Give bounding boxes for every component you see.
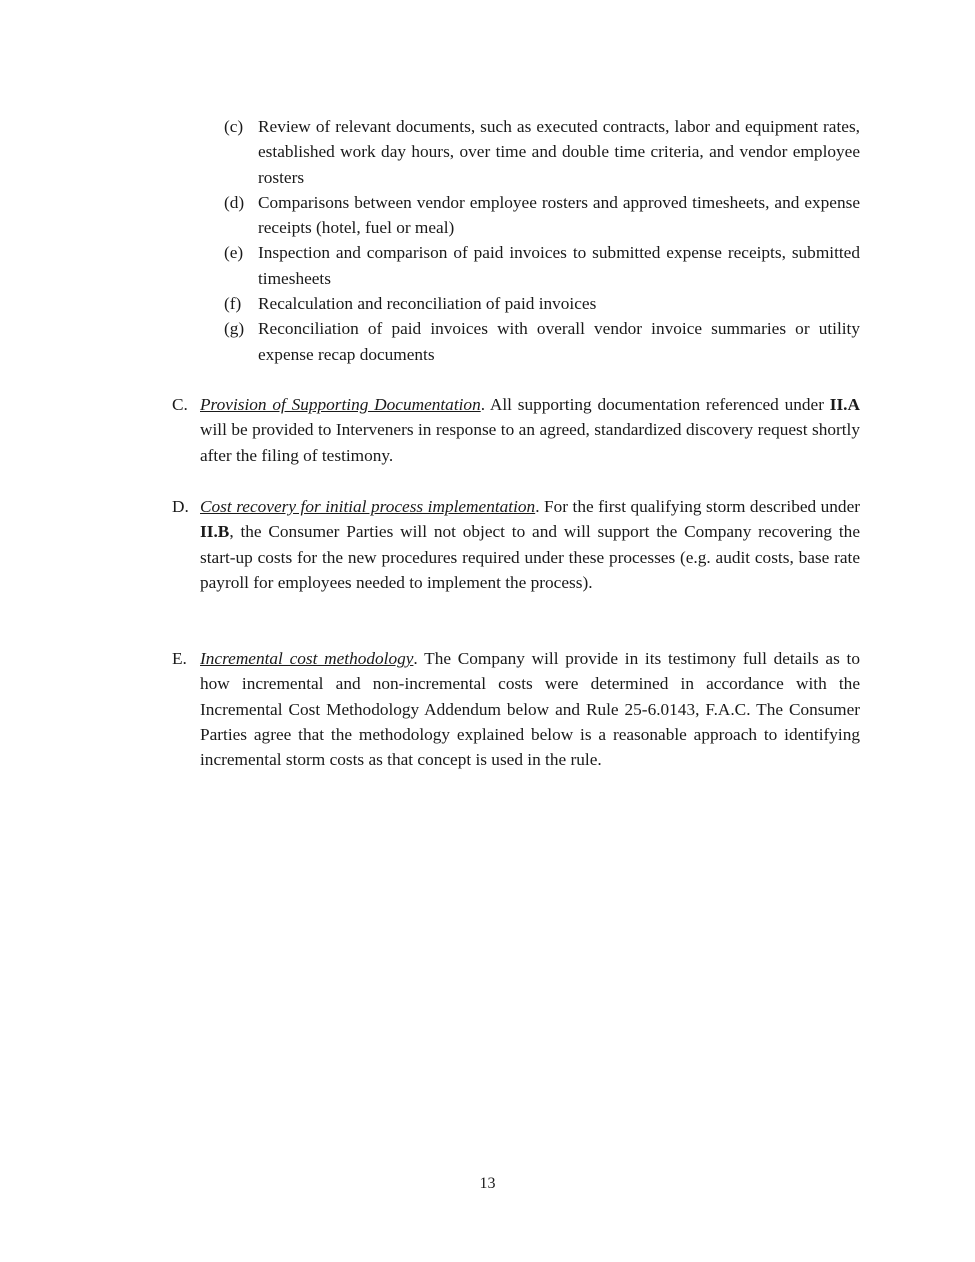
list-item xyxy=(224,190,860,241)
section-c-supporting-documentation xyxy=(172,392,860,468)
section-body xyxy=(200,646,860,772)
review-procedures-list xyxy=(224,114,860,367)
section-text: . The Company will provide in its testimony full details as to how incremental and non-incremental costs were determined in accordance with the Incremental Cost Methodology Addendum below and Rule 25-6.0143, F.A.C. The Consumer Parties agree that the methodology explained below is a reasonable approach to identifying incremental storm costs as that concept is used in the rule. xyxy=(200,649,860,770)
list-item-text: Comparisons between vendor employee rosters and approved timesheets, and expense receipts (hotel, fuel or meal) xyxy=(258,192,860,238)
list-item-text: Review of relevant documents, such as executed contracts, labor and equipment rates, established work day hours, over time and double time criteria, and vendor employee rosters xyxy=(258,117,860,187)
section-text: will be provided to Interveners in response to an agreed, standardized discovery request shortly after the filing of testimony. xyxy=(200,420,860,465)
list-item-text: Recalculation and reconciliation of paid invoices xyxy=(258,294,597,314)
section-reference: II.A xyxy=(829,395,860,414)
page-number: 13 xyxy=(479,1175,496,1192)
list-item xyxy=(224,240,860,291)
section-text: . All supporting documentation referenced under xyxy=(480,395,830,414)
section-heading: Cost recovery for initial process implementation xyxy=(200,497,536,516)
section-reference: II.B xyxy=(200,522,230,542)
list-item-text: Inspection and comparison of paid invoices to submitted expense receipts, submitted timesheets xyxy=(258,243,860,288)
section-body xyxy=(200,494,860,595)
list-item-marker: (e) xyxy=(224,243,244,263)
list-item xyxy=(224,316,860,367)
list-item xyxy=(224,114,860,190)
section-body xyxy=(200,392,860,468)
section-heading: Incremental cost methodology xyxy=(200,649,414,668)
section-text: . For the first qualifying storm described under xyxy=(535,497,861,516)
list-item-text: Reconciliation of paid invoices with overall vendor invoice summaries or utility expense recap documents xyxy=(258,319,860,364)
section-heading: Provision of Supporting Documentation xyxy=(200,395,481,414)
section-d-cost-recovery xyxy=(172,494,860,595)
section-letter: C. xyxy=(172,395,188,414)
section-letter: E. xyxy=(172,649,187,668)
list-item xyxy=(224,291,860,316)
section-e-incremental-cost xyxy=(172,646,860,772)
list-item-marker: (g) xyxy=(224,319,245,339)
list-item-marker: (f) xyxy=(224,294,242,314)
list-item-marker: (d) xyxy=(224,192,245,212)
section-text: , the Consumer Parties will not object to and will support the Company recovering the start-up costs for the new procedures required under these processes (e.g. audit costs, base rate payroll for employees needed to implement the process). xyxy=(200,522,860,592)
list-item-marker: (c) xyxy=(224,117,244,136)
section-letter: D. xyxy=(172,497,189,516)
